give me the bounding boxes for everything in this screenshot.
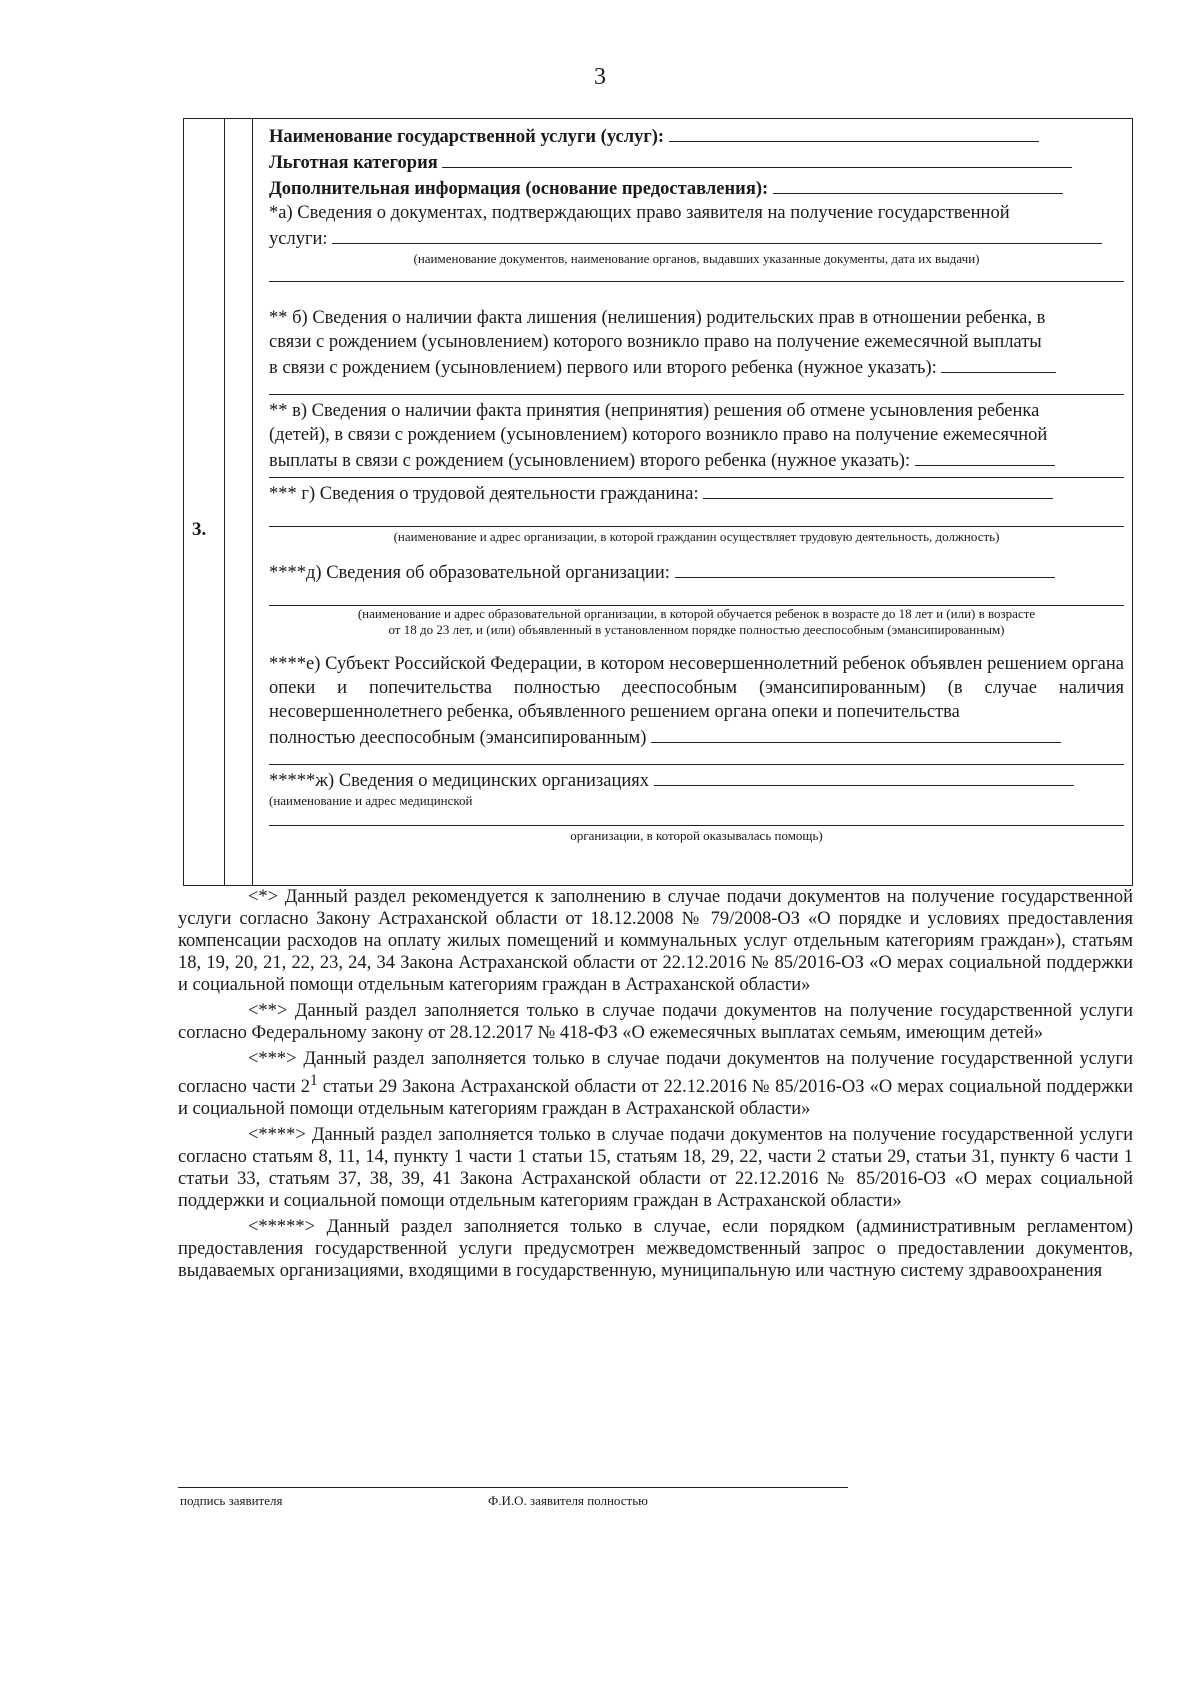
section-d-label: ****д) Сведения об образовательной организации: — [269, 563, 670, 583]
footnote-1: <*> Данный раздел рекомендуется к заполнению в случае подачи документов на получение государственной услуги согласно Закону Астраханской области от 18.12.2008 № 79/2008-ОЗ «О порядке и условиях предоставления компенсации расходов на оплату жилых помещений и коммунальных услуг отдельным категориям граждан»), статьям 18, 19, 20, 21, 22, 23, 24, 34 Закона Астраханской области от 22.12.2016 № 85/2016-ОЗ «О мерах социальной поддержки и социальной помощи отдельным категориям граждан в Астраханской области» — [178, 887, 1133, 995]
category-label: Льготная категория — [269, 153, 438, 173]
category-field[interactable] — [442, 149, 1072, 168]
form-table — [183, 118, 1133, 886]
section-v-extra-line[interactable] — [269, 477, 1124, 478]
service-name-line — [269, 123, 1124, 149]
section-g-line1 — [269, 480, 1124, 506]
page-number: 3 — [594, 64, 606, 90]
section-zh-label: *****ж) Сведения о медицинских организациях — [269, 771, 650, 791]
section-a-hint: (наименование документов, наименование органов, выдавших указанные документы, дата их выдачи) — [413, 251, 980, 266]
service-name-field[interactable] — [669, 123, 1039, 142]
section-v-line3 — [269, 447, 1124, 473]
section-b-line1: ** б) Сведения о наличии факта лишения (нелишения) родительских прав в отношении ребенка, в — [269, 308, 1046, 328]
signature-line[interactable] — [178, 1487, 848, 1488]
section-zh-hint2: организации, в которой оказывалась помощь) — [570, 828, 823, 843]
section-v-line2: (детей), в связи с рождением (усыновлением) которого возникло право на получение ежемесячной — [269, 425, 1048, 445]
service-name-label: Наименование государственной услуги (услуг): — [269, 127, 665, 147]
section-d-hint1: (наименование и адрес образовательной организации, в которой обучается ребенок в возрасте до 18 лет и (или) в возрасте — [357, 606, 1036, 621]
section-g-hint: (наименование и адрес организации, в которой гражданин осуществляет трудовую деятельность, должность) — [393, 529, 1000, 544]
additional-info-label: Дополнительная информация (основание предоставления): — [269, 179, 769, 199]
form-content — [269, 123, 1124, 844]
superscript: 1 — [310, 1072, 318, 1089]
section-b-line2: связи с рождением (усыновлением) которого возникло право на получение ежемесячной выплаты — [269, 332, 1042, 352]
column-divider — [252, 119, 253, 885]
additional-info-line — [269, 175, 1124, 201]
column-divider — [224, 119, 225, 885]
section-b-extra-line[interactable] — [269, 394, 1124, 395]
section-zh-line1 — [269, 767, 1124, 793]
section-d-line1 — [269, 559, 1124, 585]
section-zh-field[interactable] — [654, 767, 1074, 786]
signature-block — [178, 1487, 848, 1508]
additional-info-field[interactable] — [773, 175, 1063, 194]
section-zh-extra-line[interactable] — [269, 825, 1124, 826]
section-d-hint2: от 18 до 23 лет, и (или) объявленный в установленном порядке полностью дееспособным (эмансипированным) — [388, 622, 1005, 637]
full-name-label: Ф.И.О. заявителя полностью — [488, 1493, 648, 1508]
section-g-label: *** г) Сведения о трудовой деятельности гражданина: — [269, 484, 699, 504]
section-v-line1: ** в) Сведения о наличии факта принятия (непринятия) решения об отмене усыновления ребенка — [269, 401, 1040, 421]
section-d-field[interactable] — [675, 559, 1055, 578]
section-v-label: выплаты в связи с рождением (усыновлением) второго ребенка (нужное указать): — [269, 451, 911, 471]
signature-label: подпись заявителя — [180, 1493, 283, 1508]
section-v-field[interactable] — [915, 447, 1055, 466]
footnote-4: <****> Данный раздел заполняется только в случае подачи документов на получение государственной услуги согласно статьям 8, 11, 14, пункту 1 части 1 статьи 15, статьям 18, 29, 22, части 2 статьи 29, статьи 31, пункту 6 части 1 статьи 33, статьям 37, 38, 39, 41 Закона Астраханской области от 22.12.2016 № 85/2016-ОЗ «О мерах социальной поддержки и социальной помощи отдельным категориям граждан в Астраханской области» — [178, 1125, 1133, 1212]
section-a-line2 — [269, 225, 1124, 251]
row-number: 3. — [192, 519, 207, 540]
section-zh-hint1: (наименование и адрес медицинской — [269, 793, 473, 808]
section-e-extra-line[interactable] — [269, 764, 1124, 765]
footnote-5: <*****> Данный раздел заполняется только в случае, если порядком (административным регламентом) предоставления государственной услуги предусмотрен межведомственный запрос о предоставлении документов, выдаваемых организациями, входящими в государственную, муниципальную или частную систему здравоохранения — [178, 1217, 1133, 1282]
category-line — [269, 149, 1124, 175]
section-g-field[interactable] — [703, 480, 1053, 499]
section-a-field[interactable] — [332, 225, 1102, 244]
section-g-extra-line[interactable] — [269, 526, 1124, 527]
section-b-label: в связи с рождением (усыновлением) первого или второго ребенка (нужное указать): — [269, 358, 937, 378]
section-e-field[interactable] — [651, 724, 1061, 743]
section-b-field[interactable] — [941, 354, 1056, 373]
footnotes — [178, 886, 1133, 1286]
footnote-3: <***> Данный раздел заполняется только в случае подачи документов на получение государственной услуги согласно части $2^1$ статьи 29 Закона Астраханской области от 22.12.2016 № 85/2016-ОЗ «О мерах социальной поддержки и социальной помощи отдельным категориям граждан в Астраханской области» — [178, 1049, 1133, 1120]
section-e-label: полностью дееспособным (эмансипированным) — [269, 728, 647, 748]
section-a-line1: *а) Сведения о документах, подтверждающих право заявителя на получение государственной — [269, 203, 1010, 223]
section-b-line3 — [269, 354, 1124, 380]
footnote-2: <**> Данный раздел заполняется только в случае подачи документов на получение государственной услуги согласно Федеральному закону от 28.12.2017 № 418-ФЗ «О ежемесячных выплатах семьям, имеющим детей» — [178, 1001, 1133, 1043]
section-e-last-line — [269, 724, 1124, 750]
section-a-label: услуги: — [269, 229, 328, 249]
section-e-text: ****е) Субъект Российской Федерации, в котором несовершеннолетний ребенок объявлен решением органа опеки и попечительства полностью дееспособным (эмансипированным) (в случае наличия несовершеннолетнего ребенка, объявленного решением органа опеки и попечительства — [269, 654, 1124, 722]
